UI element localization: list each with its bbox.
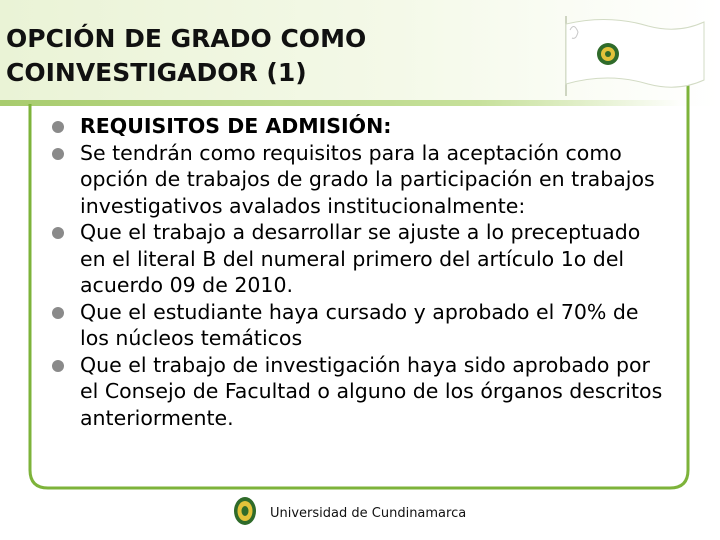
bullet-dot-icon [52,307,64,319]
title-line-2: COINVESTIGADOR (1) [6,58,307,87]
bullet-dot-icon [52,360,64,372]
footer-institution: Universidad de Cundinamarca [270,506,467,521]
bullet-list [58,113,668,431]
bullet-text: Que el trabajo de investigación haya sido aprobado por el Consejo de Facultad o alguno de los órganos descritos anteriormente. [80,352,663,430]
bullet-item [58,352,668,432]
bullet-text: REQUISITOS DE ADMISIÓN: [80,114,392,138]
bullet-text: Que el estudiante haya cursado y aprobado el 70% de los núcleos temáticos [80,299,639,350]
title-line-1: OPCIÓN DE GRADO COMO [6,24,367,53]
bullet-item [58,299,668,352]
bullet-dot-icon [52,148,64,160]
bullet-item [58,219,668,299]
university-seal-icon [232,494,258,528]
bullet-item [58,113,668,140]
bullet-text: Que el trabajo a desarrollar se ajuste a lo preceptuado en el literal B del numeral primero del artículo 1o del acuerdo 09 de 2010. [80,220,641,297]
bullet-text: Se tendrán como requisitos para la aceptación como opción de trabajos de grado la participación en trabajos investigativos avalados institucionalmente: [80,140,655,218]
bullet-dot-icon [52,227,64,239]
bullet-item [58,140,668,220]
bullet-dot-icon [52,121,64,133]
flag-with-seal-icon [548,10,708,98]
